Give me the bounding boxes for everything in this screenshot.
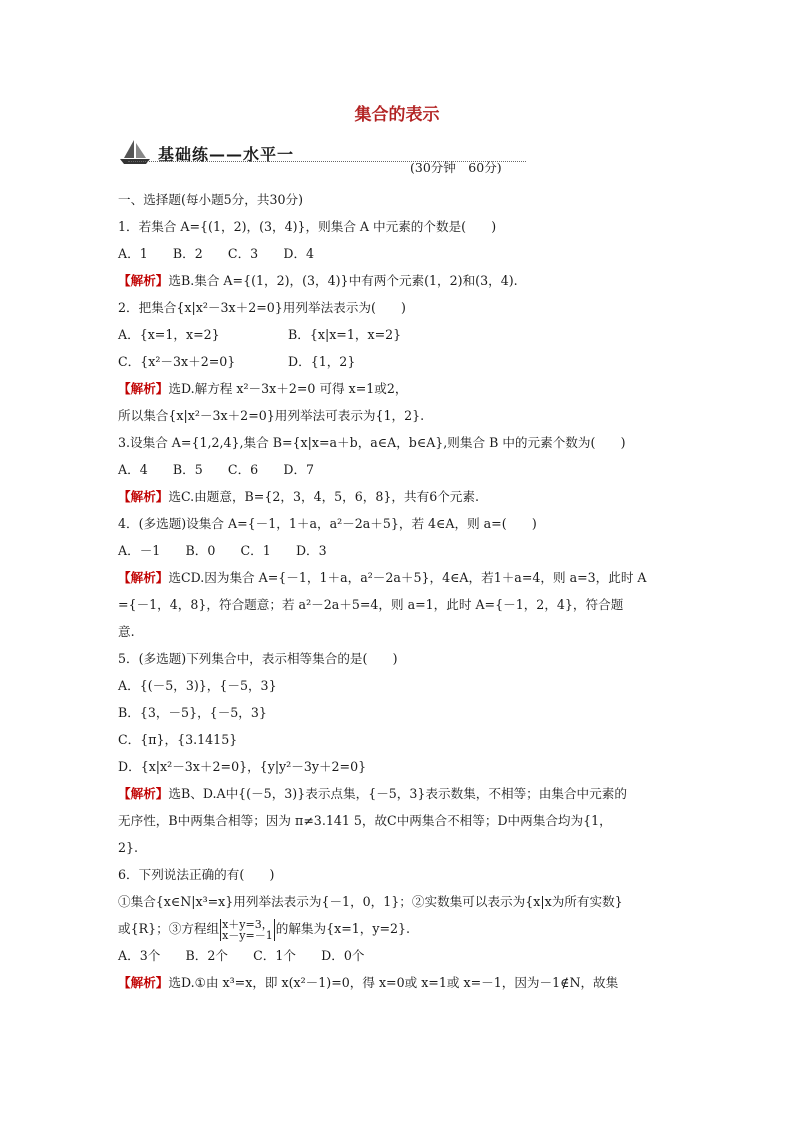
analysis-text: 选C.由题意，B={2，3，4，5，6，8}，共有6个元素. bbox=[168, 489, 479, 504]
analysis-label: 【解析】 bbox=[118, 975, 169, 990]
question-stem: 4．(多选题)设集合 A={－1，1＋a，a²－2a＋5}，若 4∈A，则 a=( ) bbox=[118, 516, 537, 531]
analysis bbox=[118, 483, 678, 510]
question-stem: 3.设集合 A={1,2,4},集合 B={x|x=a＋b，a∈A，b∈A},则集合 B 中的元素个数为( ) bbox=[118, 435, 626, 450]
analysis-label: 【解析】 bbox=[118, 273, 169, 288]
question-options bbox=[118, 348, 678, 375]
equation-line: x＋y=3， bbox=[222, 917, 273, 931]
question-stem: 6．下列说法正确的有( ) bbox=[118, 867, 275, 882]
option-c: C．{x²－3x＋2=0} bbox=[118, 354, 236, 369]
analysis-text: 意. bbox=[118, 624, 135, 639]
question-options: A．4 B．5 C．6 D．7 bbox=[118, 462, 315, 477]
analysis bbox=[118, 969, 678, 996]
analysis-text: 选D.①由 x³=x，即 x(x²－1)=0，得 x=0或 x=1或 x=－1，因为－1∉N，故集 bbox=[168, 975, 619, 990]
question-options: A．－1 B．0 C．1 D．3 bbox=[118, 543, 327, 558]
statement-suffix: 的解集为{x=1，y=2}. bbox=[275, 921, 411, 936]
analysis-text: ={－1，4，8}，符合题意；若 a²－2a＋5=4，则 a=1，此时 A={－1，2，4}，符合题 bbox=[118, 597, 624, 612]
option-a: A．{x=1，x=2} bbox=[118, 327, 220, 342]
question-options bbox=[118, 321, 678, 348]
analysis-text: 选B.集合 A={(1，2)，(3，4)}中有两个元素(1，2)和(3，4). bbox=[168, 273, 518, 288]
question-list bbox=[118, 186, 678, 996]
analysis bbox=[118, 375, 678, 402]
analysis-label: 【解析】 bbox=[118, 381, 169, 396]
question-options: A．1 B．2 C．3 D．4 bbox=[118, 246, 315, 261]
option-d: D．{1，2} bbox=[288, 354, 356, 369]
analysis-text: 2}. bbox=[118, 840, 139, 855]
analysis-text: 选D.解方程 x²－3x＋2=0 可得 x=1或2， bbox=[168, 381, 408, 396]
analysis bbox=[118, 267, 678, 294]
option-a: A．{(－5，3)}，{－5，3} bbox=[118, 678, 277, 693]
page-title: 集合的表示 bbox=[354, 105, 440, 125]
time-score: (30分钟 60分) bbox=[410, 160, 502, 175]
analysis-text: 选CD.因为集合 A={－1，1＋a，a²－2a＋5}，4∈A，若1＋a=4，则 a=3，此时 A bbox=[168, 570, 647, 585]
analysis-text: 选B、D.A中{(－5，3)}表示点集，{－5，3}表示数集，不相等；由集合中元素的 bbox=[168, 786, 627, 801]
analysis-label: 【解析】 bbox=[118, 489, 169, 504]
equation-line: x－y=－1 bbox=[222, 928, 273, 942]
statement-text: ①集合{x∈N|x³=x}用列举法表示为{－1，0，1}；②实数集可以表示为{x|x为所有实数} bbox=[118, 894, 623, 909]
banner-label: 基础练——水平一 bbox=[158, 145, 295, 164]
analysis bbox=[118, 564, 678, 591]
option-b: B．{3，－5}，{－5，3} bbox=[118, 705, 267, 720]
question-stem: 2．把集合{x|x²－3x＋2=0}用列举法表示为( ) bbox=[118, 300, 406, 315]
option-b: B．{x|x=1，x=2} bbox=[288, 327, 402, 342]
analysis-text: 无序性，B中两集合相等；因为 π≠3.141 5，故C中两集合不相等；D中两集合均为{1， bbox=[118, 813, 612, 828]
analysis bbox=[118, 780, 678, 807]
equation-system bbox=[220, 919, 275, 941]
analysis-label: 【解析】 bbox=[118, 786, 169, 801]
statement-prefix: 或{R}；③方程组 bbox=[118, 921, 220, 936]
option-c: C．{π}，{3.1415} bbox=[118, 732, 238, 747]
section-banner bbox=[118, 138, 678, 174]
statement-text bbox=[118, 915, 678, 942]
section-heading: 一、选择题(每小题5分，共30分) bbox=[118, 192, 303, 207]
question-stem: 5．(多选题)下列集合中，表示相等集合的是( ) bbox=[118, 651, 398, 666]
question-options: A．3个 B．2个 C．1个 D．0个 bbox=[118, 948, 365, 963]
option-d: D．{x|x²－3x＋2=0}，{y|y²－3y＋2=0} bbox=[118, 759, 367, 774]
analysis-text: 所以集合{x|x²－3x＋2=0}用列举法可表示为{1，2}. bbox=[118, 408, 425, 423]
question-stem: 1．若集合 A={(1，2)，(3，4)}，则集合 A 中元素的个数是( ) bbox=[118, 219, 497, 234]
analysis-label: 【解析】 bbox=[118, 570, 169, 585]
